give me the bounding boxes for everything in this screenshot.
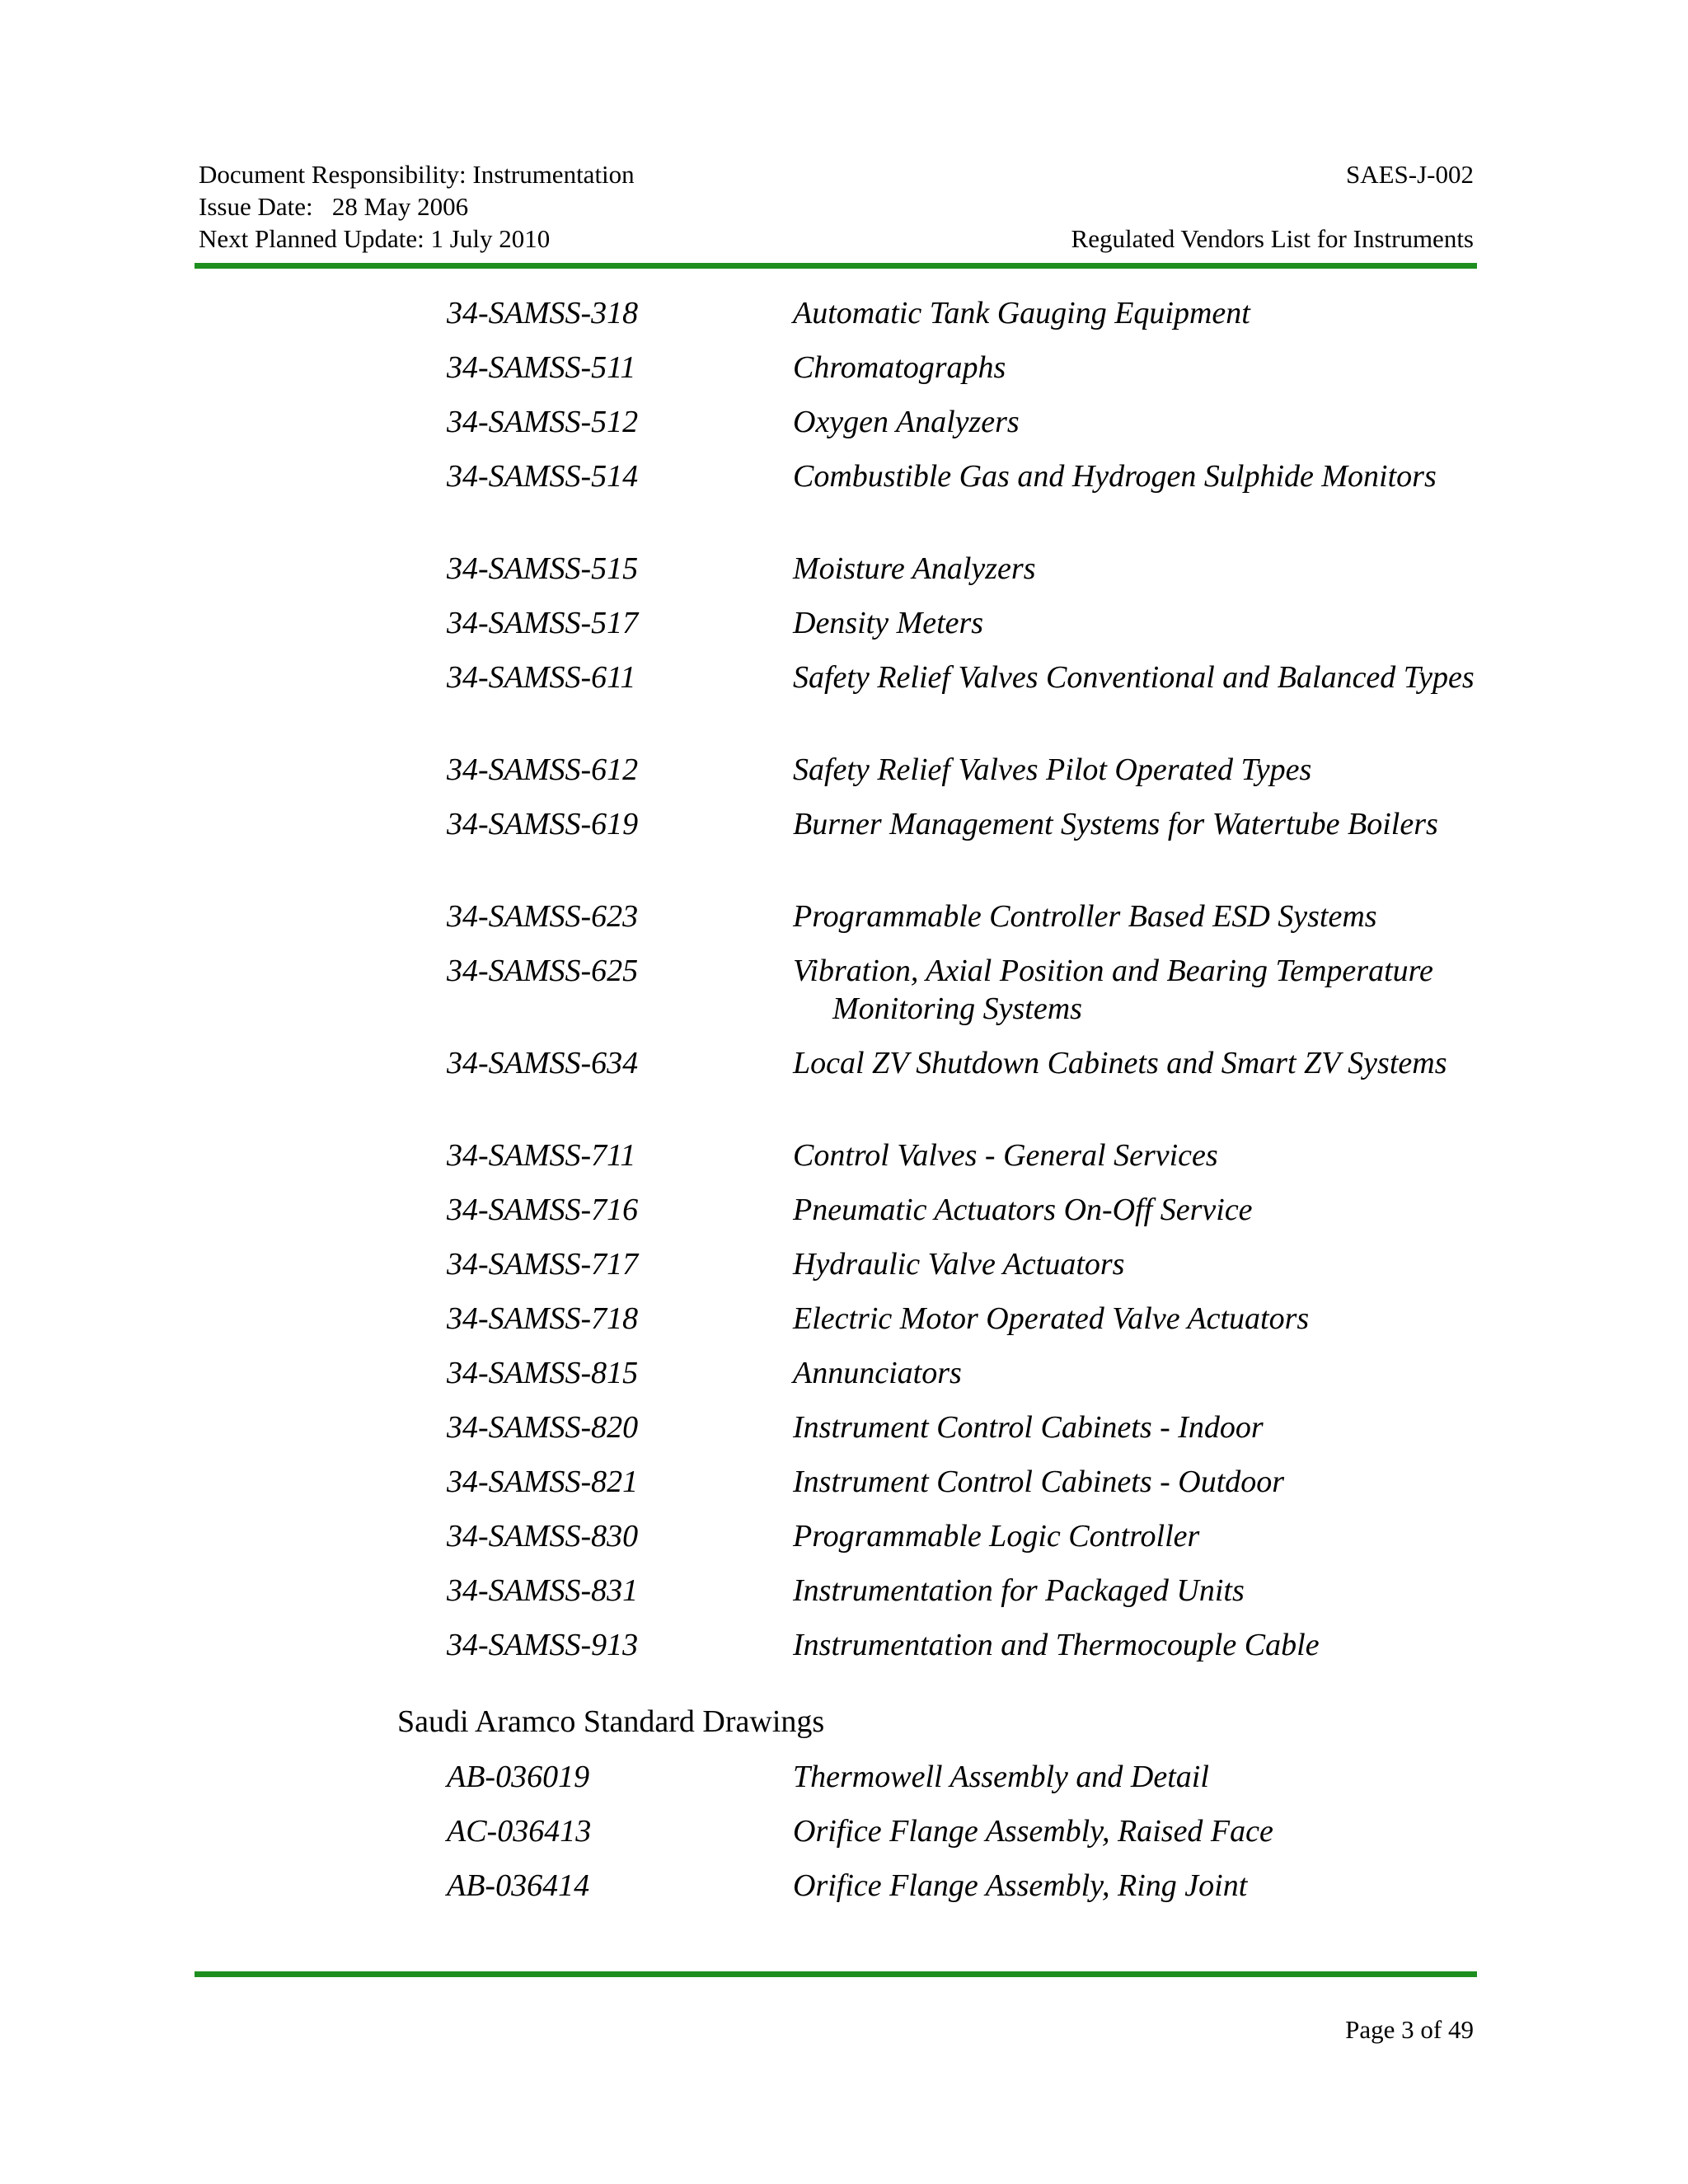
list-item <box>0 1463 1688 1517</box>
standard-code: 34-SAMSS-831 <box>447 1573 639 1608</box>
list-item <box>0 952 1688 1044</box>
list-item <box>0 1191 1688 1245</box>
list-item <box>0 1044 1688 1137</box>
list-item <box>0 1626 1688 1680</box>
standard-code: 34-SAMSS-717 <box>447 1247 639 1282</box>
list-item <box>0 1300 1688 1354</box>
samss-standards-list <box>0 294 1688 1680</box>
standard-code: 34-SAMSS-623 <box>447 899 639 934</box>
list-item <box>0 1517 1688 1572</box>
list-item <box>0 1354 1688 1408</box>
standard-title: Control Valves - General Services <box>793 1138 1218 1173</box>
list-item <box>0 1812 1688 1867</box>
list-item <box>0 294 1688 349</box>
header-divider <box>195 263 1477 269</box>
standard-title: Instrument Control Cabinets - Indoor <box>793 1410 1264 1445</box>
standard-title: Burner Management Systems for Watertube Boilers <box>793 807 1438 841</box>
list-item <box>0 604 1688 658</box>
header-right <box>1071 158 1474 255</box>
header-left <box>199 158 635 255</box>
drawing-title: Orifice Flange Assembly, Ring Joint <box>793 1868 1248 1903</box>
standard-code: 34-SAMSS-512 <box>447 405 639 439</box>
standard-title: Pneumatic Actuators On-Off Service <box>793 1193 1253 1227</box>
list-item <box>0 457 1688 550</box>
list-item <box>0 349 1688 403</box>
standard-code: 34-SAMSS-711 <box>447 1138 636 1173</box>
document-title: Regulated Vendors List for Instruments <box>1071 224 1474 253</box>
issue-date: Issue Date: 28 May 2006 <box>199 192 469 221</box>
standard-title: Moisture Analyzers <box>793 551 1036 586</box>
standard-title: Instrumentation and Thermocouple Cable <box>793 1628 1320 1662</box>
standard-code: 34-SAMSS-718 <box>447 1301 639 1336</box>
standard-code: 34-SAMSS-821 <box>447 1465 639 1499</box>
standard-title: Safety Relief Valves Pilot Operated Types <box>793 752 1312 787</box>
standard-title: Annunciators <box>793 1356 962 1390</box>
list-item <box>0 805 1688 898</box>
list-item <box>0 1137 1688 1191</box>
standard-code: 34-SAMSS-517 <box>447 606 639 640</box>
document-number: SAES-J-002 <box>1345 160 1474 189</box>
list-item <box>0 751 1688 805</box>
standard-code: 34-SAMSS-612 <box>447 752 639 787</box>
list-item <box>0 1245 1688 1300</box>
standard-code: 34-SAMSS-511 <box>447 350 636 385</box>
standard-code: 34-SAMSS-815 <box>447 1356 639 1390</box>
drawings-section-heading: Saudi Aramco Standard Drawings <box>397 1704 825 1739</box>
page-number: Page 3 of 49 <box>1345 2015 1474 2044</box>
standard-title: Automatic Tank Gauging Equipment <box>793 296 1250 330</box>
list-item <box>0 1572 1688 1626</box>
footer-divider <box>195 1971 1477 1977</box>
standard-code: 34-SAMSS-514 <box>447 459 639 494</box>
next-planned-update: Next Planned Update: 1 July 2010 <box>199 224 551 253</box>
document-responsibility: Document Responsibility: Instrumentation <box>199 160 635 189</box>
standard-code: 34-SAMSS-625 <box>447 954 639 988</box>
standard-title: Combustible Gas and Hydrogen Sulphide Monitors <box>793 459 1437 494</box>
standard-code: 34-SAMSS-619 <box>447 807 639 841</box>
standard-title: Density Meters <box>793 606 984 640</box>
drawing-title: Orifice Flange Assembly, Raised Face <box>793 1814 1273 1849</box>
list-item <box>0 1758 1688 1812</box>
standard-title: Programmable Logic Controller <box>793 1519 1200 1554</box>
standard-title: Hydraulic Valve Actuators <box>793 1247 1125 1282</box>
standard-code: 34-SAMSS-830 <box>447 1519 639 1554</box>
list-item <box>0 403 1688 457</box>
drawing-code: AC-036413 <box>447 1814 592 1849</box>
standard-title: Chromatographs <box>793 350 1006 385</box>
drawing-title: Thermowell Assembly and Detail <box>793 1760 1209 1794</box>
standard-code: 34-SAMSS-716 <box>447 1193 639 1227</box>
standard-title: Local ZV Shutdown Cabinets and Smart ZV Systems <box>793 1046 1447 1080</box>
drawing-code: AB-036414 <box>447 1868 590 1903</box>
list-item <box>0 898 1688 952</box>
standard-code: 34-SAMSS-515 <box>447 551 639 586</box>
standard-code: 34-SAMSS-611 <box>447 660 636 695</box>
standard-drawings-list <box>0 1758 1688 1921</box>
list-item <box>0 1408 1688 1463</box>
list-item <box>0 1867 1688 1921</box>
list-item <box>0 658 1688 751</box>
standard-title: Vibration, Axial Position and Bearing Temperature Monitoring Systems <box>793 954 1433 1026</box>
standard-title: Programmable Controller Based ESD Systems <box>793 899 1377 934</box>
standard-code: 34-SAMSS-820 <box>447 1410 639 1445</box>
standard-title: Oxygen Analyzers <box>793 405 1020 439</box>
standard-title: Electric Motor Operated Valve Actuators <box>793 1301 1310 1336</box>
standard-code: 34-SAMSS-913 <box>447 1628 639 1662</box>
standard-code: 34-SAMSS-634 <box>447 1046 639 1080</box>
standard-code: 34-SAMSS-318 <box>447 296 639 330</box>
standard-title: Instrument Control Cabinets - Outdoor <box>793 1465 1285 1499</box>
drawing-code: AB-036019 <box>447 1760 590 1794</box>
standard-title: Safety Relief Valves Conventional and Balanced Types <box>793 660 1475 695</box>
list-item <box>0 550 1688 604</box>
standard-title: Instrumentation for Packaged Units <box>793 1573 1245 1608</box>
